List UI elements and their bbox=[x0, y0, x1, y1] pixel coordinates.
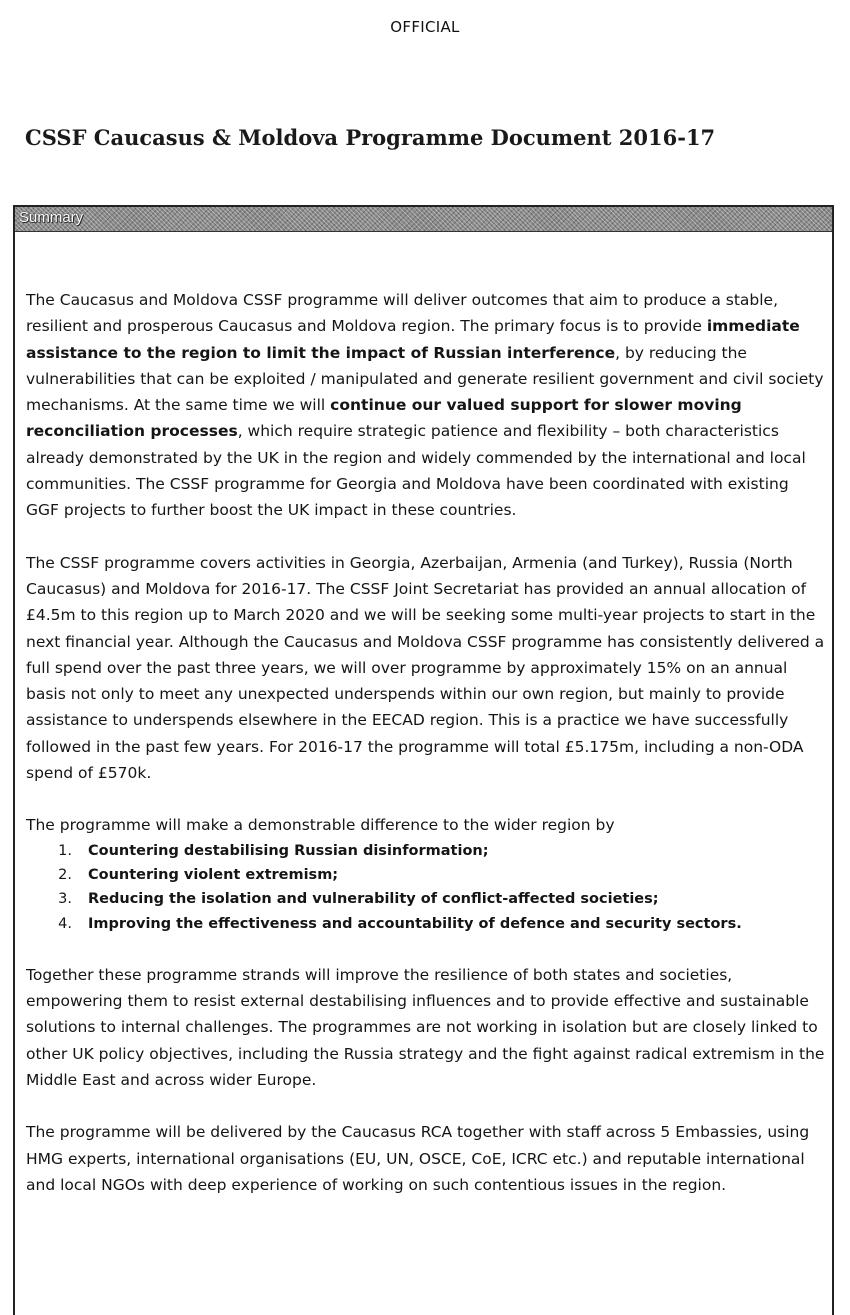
security-marking: OFFICIAL bbox=[390, 18, 460, 36]
list-item-number: 4. bbox=[58, 915, 72, 932]
list-item bbox=[26, 912, 826, 936]
list-item-text: Reducing the isolation and vulnerability of conflict-affected societies; bbox=[88, 891, 659, 908]
summary-box bbox=[13, 205, 834, 1315]
list-item bbox=[26, 863, 826, 887]
strands-list bbox=[26, 839, 826, 936]
paragraph-strands-intro: The programme will make a demonstrable difference to the wider region by bbox=[26, 816, 615, 835]
list-item bbox=[26, 839, 826, 863]
paragraph-delivery: The programme will be delivered by the Caucasus RCA together with staff across 5 Embassies, using HMG experts, international organisations (EU, UN, OSCE, CoE, ICRC etc.) and reputable international and local NGOs with deep experience of working on such contentious issues in the region. bbox=[26, 1123, 810, 1194]
summary-header-label: Summary bbox=[19, 209, 84, 226]
summary-content bbox=[26, 287, 826, 1198]
list-item bbox=[26, 887, 826, 911]
document-title: CSSF Caucasus & Moldova Programme Document 2016-17 bbox=[25, 125, 716, 150]
list-item-text: Countering violent extremism; bbox=[88, 866, 339, 883]
overview-emphasis-1: immediate assistance to the region to limit the impact of Russian interference bbox=[26, 317, 800, 362]
overview-emphasis-2: continue our valued support for slower moving reconciliation processes bbox=[26, 396, 742, 441]
summary-header bbox=[15, 207, 832, 232]
list-item-text: Improving the effectiveness and accountability of defence and security sectors. bbox=[88, 915, 742, 932]
overview-text-3: , which require strategic patience and flexibility – both characteristics already demonstrated by the UK in the region and widely commended by the international and local communities. The CSSF programme for Georgia and Moldova have been coordinated with existing GGF projects to further boost the UK impact in these countries. bbox=[26, 422, 806, 520]
paragraph-coverage: The CSSF programme covers activities in Georgia, Azerbaijan, Armenia (and Turkey), Russia (North Caucasus) and Moldova for 2016-17. The CSSF Joint Secretariat has provided an annual allocation of £4.5m to this region up to March 2020 and we will be seeking some multi-year projects to start in the next financial year. Although the Caucasus and Moldova CSSF programme has consistently delivered a full spend over the past three years, we will over programme by approximately 15% on an annual basis not only to meet any unexpected underspends within our own region, but mainly to provide assistance to underspends elsewhere in the EECAD region. This is a practice we have successfully followed in the past few years. For 2016-17 the programme will total £5.175m, including a non-ODA spend of £570k. bbox=[26, 553, 825, 783]
paragraph-resilience: Together these programme strands will improve the resilience of both states and societies, empowering them to resist external destabilising influences and to provide effective and sustainable solutions to internal challenges. The programmes are not working in isolation but are closely linked to other UK policy objectives, including the Russia strategy and the fight against radical extremism in the Middle East and across wider Europe. bbox=[26, 965, 825, 1090]
list-item-number: 3. bbox=[58, 891, 72, 908]
overview-text-2: , by reducing the vulnerabilities that can be exploited / manipulated and generate resilient government and civil society mechanisms. At the same time we will bbox=[26, 343, 824, 415]
list-item-text: Countering destabilising Russian disinformation; bbox=[88, 842, 489, 859]
list-item-number: 1. bbox=[58, 842, 72, 859]
paragraph-overview bbox=[26, 287, 826, 524]
overview-text-1: The Caucasus and Moldova CSSF programme will deliver outcomes that aim to produce a stable, resilient and prosperous Caucasus and Moldova region. The primary focus is to provide bbox=[26, 291, 779, 336]
list-item-number: 2. bbox=[58, 866, 72, 883]
